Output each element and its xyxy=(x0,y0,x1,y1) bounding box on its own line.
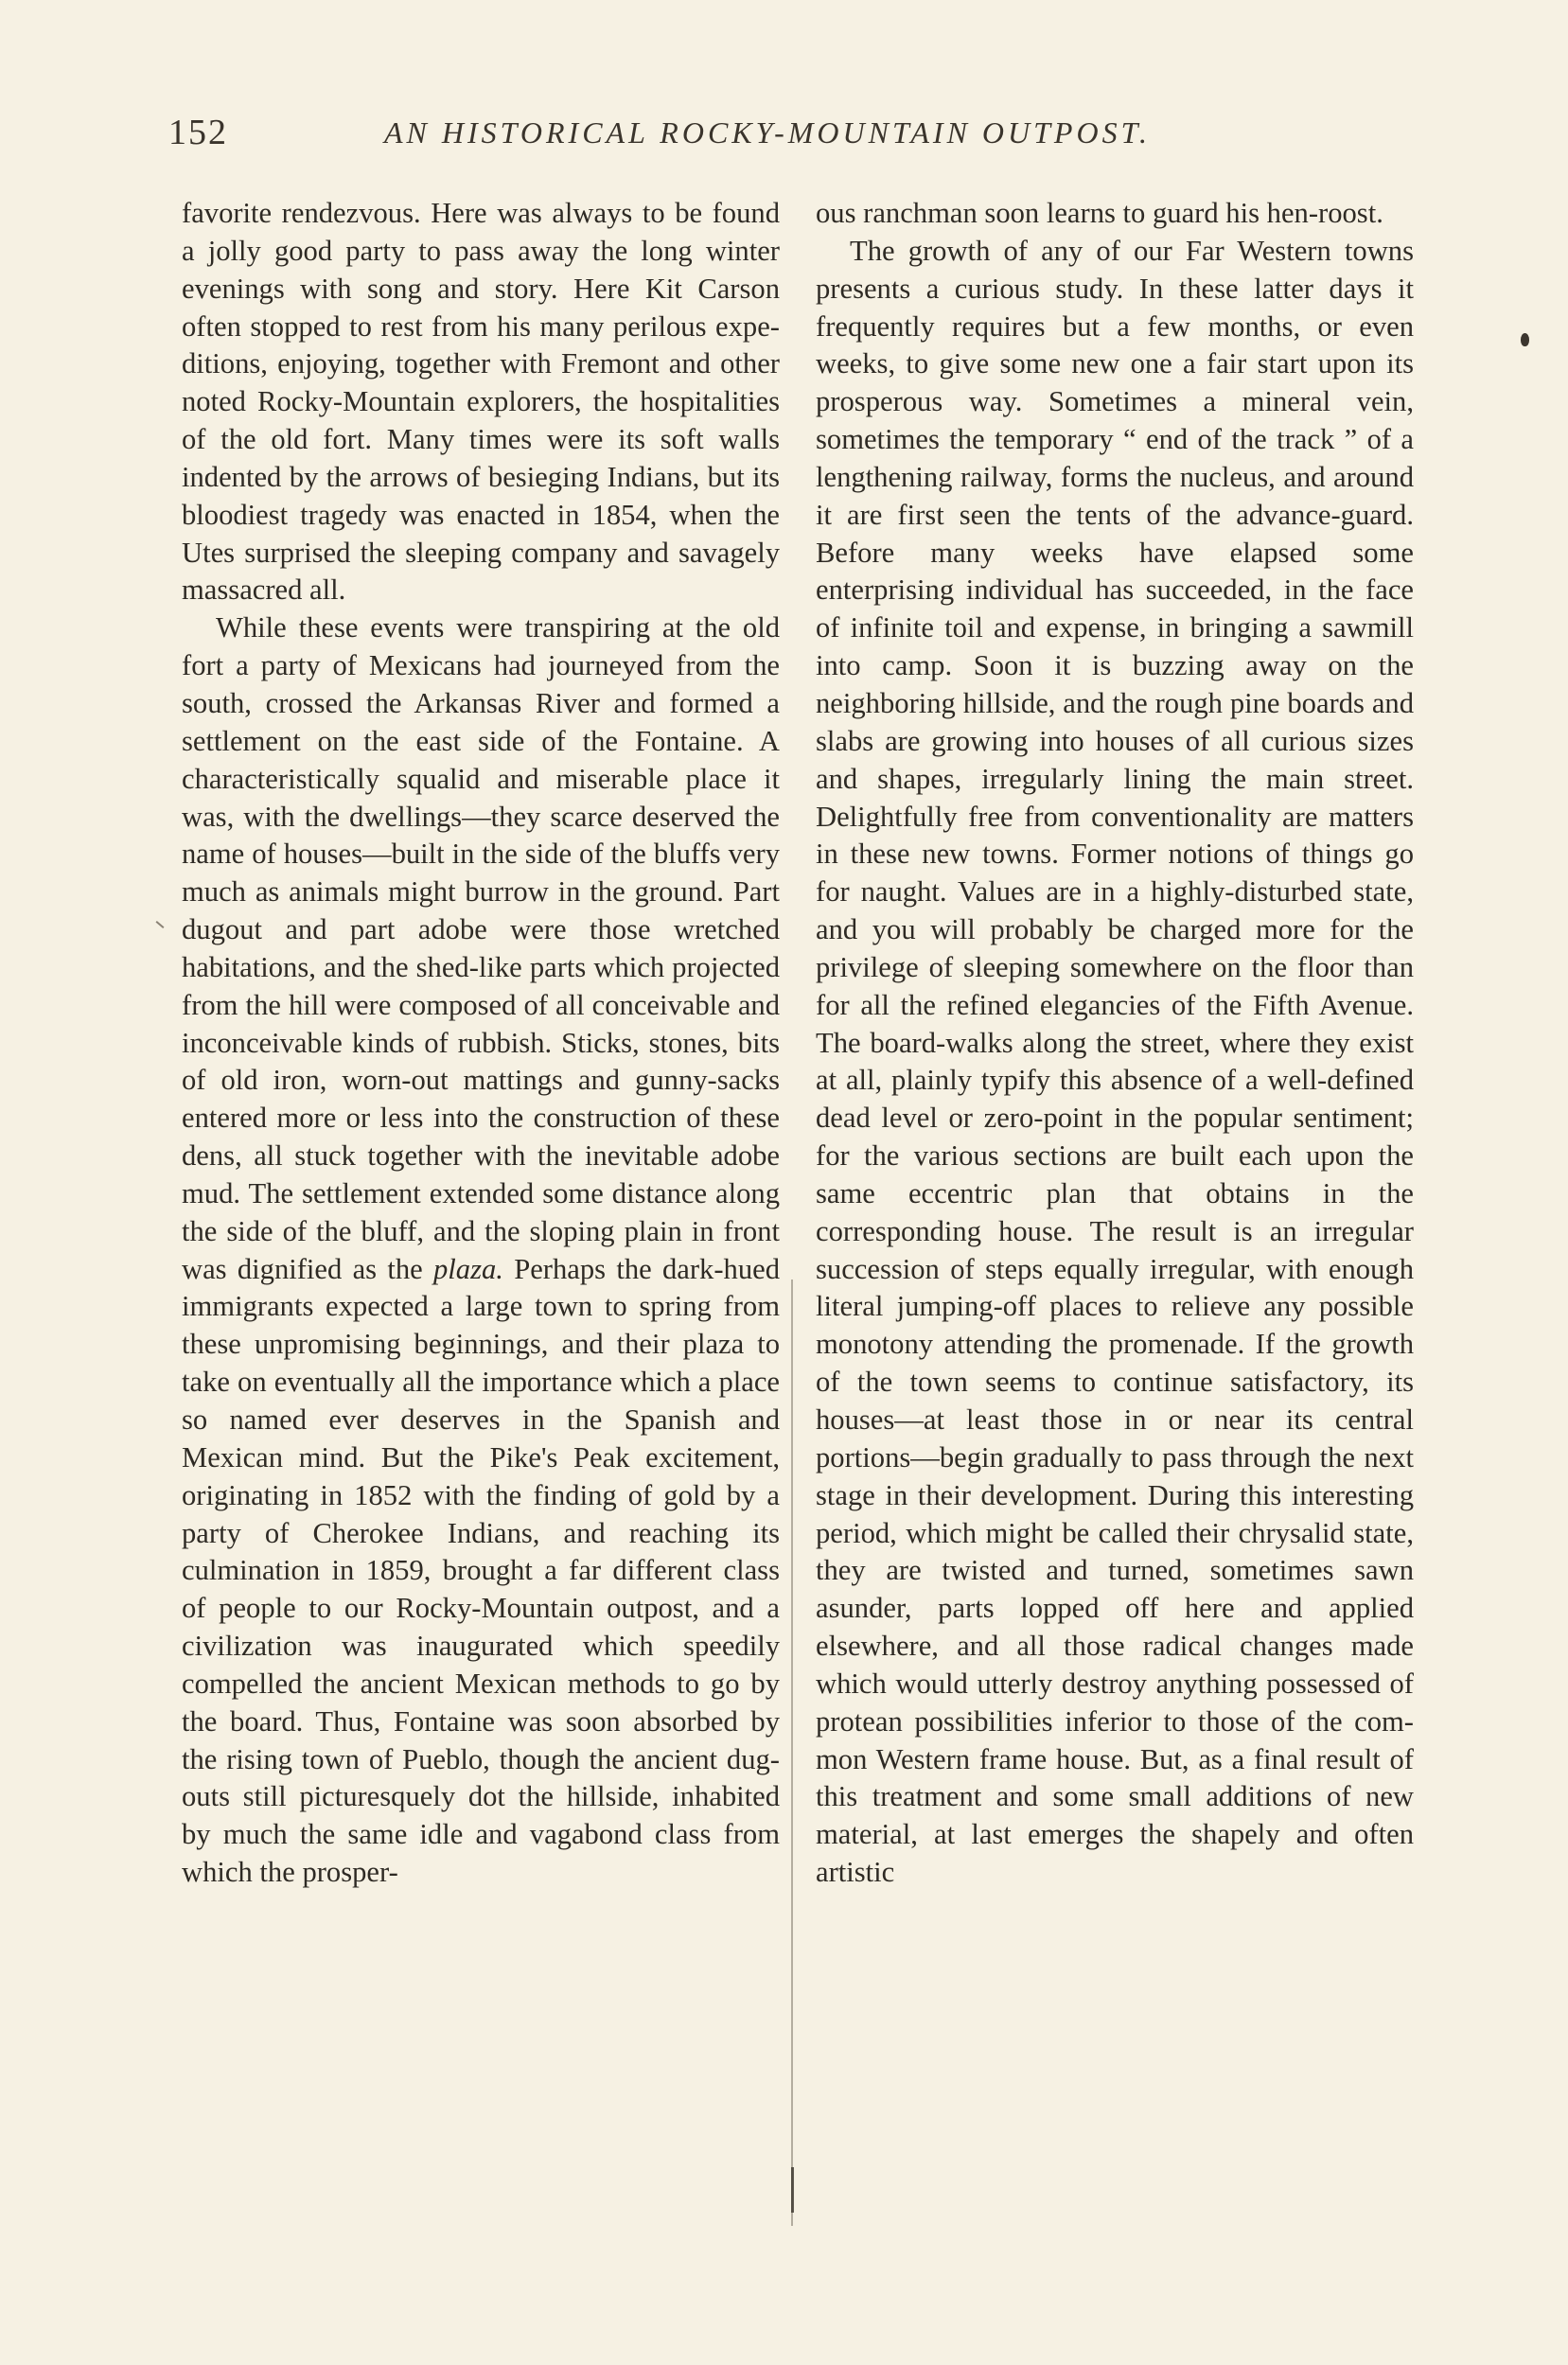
left-paragraph-1: favorite rendezvous. Here was always to be found a jolly good party to pass away the long winter evenings with song and story. Here Kit Carson often stopped to rest from his many perilous expeditions, enjoying, together with Fremont and other noted Rocky-Mountain explorers, the hospitalities of the old fort. Many times were its soft walls indented by the arrows of besieging Indians, but its bloodiest tragedy was enacted in 1854, when the Utes surprised the sleeping company and savagely massacred all. xyxy=(182,197,780,607)
right-paragraph-1: ous ranchman soon learns to guard his hen-roost. xyxy=(816,197,1383,229)
left-text-column xyxy=(182,195,780,1892)
column-divider-end-mark xyxy=(791,2167,794,2213)
running-title: AN HISTORICAL ROCKY-MOUNTAIN OUTPOST. xyxy=(384,115,1151,150)
left-paragraph-2 xyxy=(182,609,780,1892)
page-number: 152 xyxy=(168,113,228,152)
page-header xyxy=(168,112,1257,168)
left-paragraph-2-text-b: Perhaps the dark-hued immigrants expected a large town to spring from these unpromising beginnings, and their plaza to take on eventually all the importance which a place so named ever deserves in the Spanish and Mexican mind. But the Pike's Peak excitement, originating in 1852 with the finding of gold by a party of Cherokee Indians, and reaching its culmination in 1859, brought a far different class of people to our Rocky-Mountain outpost, and a civilization was inaugurated which speedily compelled the ancient Mexican methods to go by the board. Thus, Fontaine was soon absorbed by the rising town of Pueblo, though the ancient dugouts still picturesquely dot the hillside, inhabited by much the same idle and vagabond class from which the prosper- xyxy=(182,1252,780,1889)
right-text-column xyxy=(816,195,1414,1892)
plaza-italic-word: plaza. xyxy=(432,1252,503,1285)
right-paragraph-2: The growth of any of our Far Western towns presents a curious study. In these latter days it frequently requires but a few months, or even weeks, to give some new one a fair start upon its prosperous way. Sometimes a mineral vein, sometimes the temporary “ end of the track ” of a lengthening railway, forms the nucleus, and around it are first seen the tents of the advance-guard. Before many weeks have elapsed some enterprising individual has succeeded, in the face of infinite toil and expense, in bringing a sawmill into camp. Soon it is buzzing away on the neighboring hillside, and the rough pine boards and slabs are growing into houses of all curious sizes and shapes, irregularly lining the main street. Delightfully free from conventionality are matters in these new towns. Former notions of things go for naught. Values are in a highly-disturbed state, and you will probably be charged more for the privilege of sleeping somewhere on the floor than for all the refined elegancies of the Fifth Avenue. The board-walks along the street, where they exist at all, plainly typify this absence of a well-defined dead level or zero-point in the popular sentiment; for the various sections are built each upon the same eccentric plan that obtains in the corresponding house. The result is an irregular succession of steps equally irregular, with enough literal jumping-off places to relieve any possible monotony attending the promenade. If the growth of the town seems to continue satisfactory, its houses—at least those in or near its central portions—begin gradually to pass through the next stage in their development. During this interesting period, which might be called their chrysalid state, they are twisted and turned, sometimes sawn asunder, parts lopped off here and applied elsewhere, and all those radical changes made which would utterly destroy anything possessed of protean possibilities inferior to those of the common Western frame house. But, as a final result of this treatment and some small additions of new material, at last emerges the shapely and often artistic xyxy=(816,234,1414,1889)
margin-ink-spot xyxy=(1521,333,1529,346)
left-paragraph-2-text-a: While these events were transpiring at the old fort a party of Mexicans had journeyed from the south, crossed the Arkansas River and formed a settlement on the east side of the Fontaine. A characteristically squalid and miserable place it was, with the dwellings—they scarce deserved the name of houses—built in the side of the bluffs very much as animals might burrow in the ground. Part dugout and part adobe were those wretched habitations, and the shed-like parts which projected from the hill were composed of all conceivable and inconceivable kinds of rubbish. Sticks, stones, bits of old iron, worn-out mattings and gunny-sacks entered more or less into the construction of these dens, all stuck together with the inevitable adobe mud. The settlement extended some distance along the side of the bluff, and the sloping plain in front was dignified as the xyxy=(182,611,780,1285)
column-divider-rule xyxy=(791,1280,793,2226)
margin-pencil-mark xyxy=(156,921,165,928)
